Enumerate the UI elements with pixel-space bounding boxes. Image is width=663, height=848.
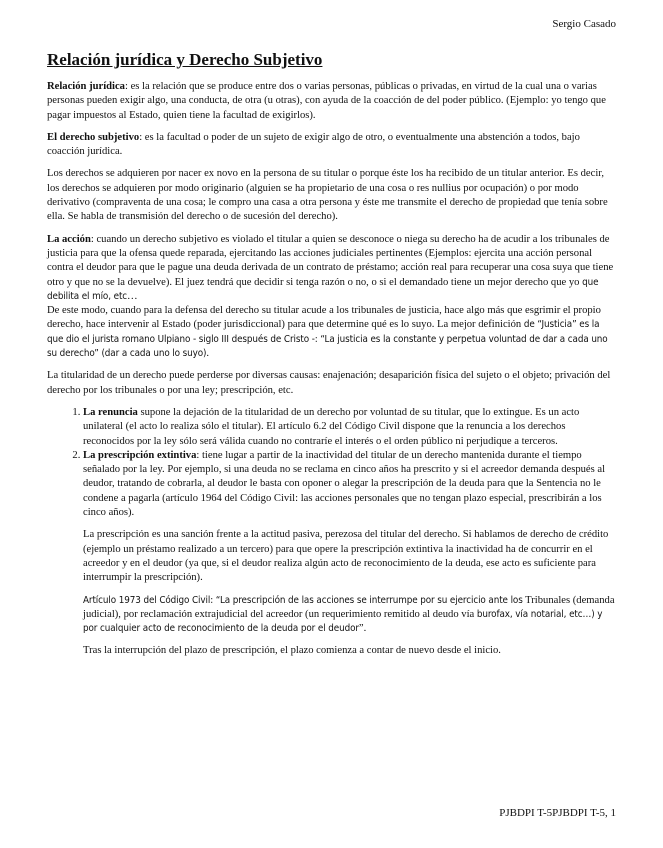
paragraph-titularidad: La titularidad de un derecho puede perderse por diversas causas: enajenación; desaparición física del sujeto o el objeto; privación del derecho por los tribunales o por una ley; prescripción, etc. xyxy=(47,370,611,396)
causes-list xyxy=(47,406,617,659)
paragraph-derecho-subjetivo: El derecho subjetivo: es la facultad o poder de un sujeto de exigir algo de otro, o eventualmente una abstención a todos, bajo coacción jurídica. xyxy=(47,131,580,158)
header-author: Sergio Casado xyxy=(552,18,616,30)
footer-page-ref: PJBDPI T-5PJBDPI T-5, 1 xyxy=(499,807,616,819)
paragraph-relacion-juridica: Relación jurídica: es la relación que se produce entre dos o varias personas, públicas o privadas, en virtud de la cual una o varias personas pueden exigir algo, una conducta, de otra (u otras), con ayuda de la coacción de del poder público. (Ejemplo: yo tengo que pagar impuestos al Estado, quien tiene la facultad de exigirlos). xyxy=(47,81,606,121)
term-prescripcion: La prescripción extintiva xyxy=(83,449,197,461)
ulpiano-quote: de “Justicia” es la que dio el jurista romano Ulpiano - siglo III después de Cristo -: “La justicia es la constante y perpetua voluntad de dar a cada uno su derecho” (dar a cada uno lo suyo) xyxy=(47,319,608,360)
page-title: Relación jurídica y Derecho Subjetivo xyxy=(47,50,323,69)
prescripcion-paragraph-2: La prescripción es una sanción frente a la actitud pasiva, perezosa del titular del derecho. Si hablamos de derecho de crédito (ejemplo un préstamo realizado a un tercero) para que opere la prescripción extintiva la inactividad ha de concurrir en el acreedor y en el deudor (ya que, si el deudor realiza algún acto de reconocimiento de la deuda, ese acto es suficiente para interrumpir la prescripción). xyxy=(83,529,609,584)
term-derecho-subjetivo: El derecho subjetivo xyxy=(47,131,140,143)
list-item-renuncia: 1. La renuncia supone la dejación de la titularidad de un derecho por voluntad de su titular, que lo extingue. Es un acto unilateral (el acto lo realiza sólo el titular). El artículo 6.2 del Código Civil dispone que la renuncia a los derechos reconocidos por la ley sólo será válida cuando no contraríe el interés o el orden público ni perjudique a terceros. xyxy=(83,406,617,449)
prescripcion-paragraph-3: Tras la interrupción del plazo de prescripción, el plazo comienza a contar de nuevo desde el inicio. xyxy=(83,645,501,657)
list-item-prescripcion: 2. La prescripción extintiva: tiene lugar a partir de la inactividad del titular de un derecho mantenida durante el tiempo señalado por la ley. Por ejemplo, si una deuda no se reclama en cinco años ha prescrito y si el acreedor demanda después al deudor, tratando de cobrarla, al deudor le basta con oponer o alegar la prescripción de la deuda para que la Sentencia no le condene a pagarla (artículo 1964 del Código Civil: las acciones personales que no tengan plazo especial, prescribirán a los cinco años). La prescripción es una sanción frente a la actitud pasiva, perezosa del titular del derecho. Si hablamos de derecho de crédito (ejemplo un préstamo realizado a un tercero) para que opere la prescripción extintiva la inactividad ha de concurrir en el acreedor y en el deudor (ya que, si el deudor realiza algún acto de reconocimiento de la deuda, ese acto es suficiente para interrumpir la prescripción). Artículo 1973 del Código Civil: “La prescripción de las acciones se interrumpe por su ejercicio ante los Tribunales (demanda judicial), por reclamación extrajudicial del acreedor (un requerimiento remitido al deudo vía burofax, vía notarial, etc…) y por cualquier acto de reconocimiento de la deuda por el deudor”. Tras la interrupción del plazo de prescripción, el plazo comienza a contar de nuevo desde el inicio. xyxy=(83,449,617,659)
term-renuncia: La renuncia xyxy=(83,406,138,418)
term-relacion-juridica: Relación jurídica xyxy=(47,81,125,92)
paragraph-accion: La acción: cuando un derecho subjetivo es violado el titular a quien se desconoce o niega su derecho ha de acudir a los tribunales de justicia para que la ofensa quede reparada, ejercitando las acciones judiciales pertinentes (Ejemplos: ejercita una acción personal contra el deudor para que le pague una deuda derivada de un contrato de préstamo; acción real para recuperar una cosa suya que tiene otro y que no se la devuelve). El juez tendrá que decidir si tenga razón o no, o si el demandado tiene un mejor derecho que yo que debilita el mío, etc… De este modo, cuando para la defensa del derecho su titular acude a los tribunales de justicia, hace algo más que esgrimir el propio derecho, hace intervenir al Estado (poder jurisdiccional) para que determine qué es lo suyo. La mejor definición de “Justicia” es la que dio el jurista romano Ulpiano - siglo III después de Cristo -: “La justicia es la constante y perpetua voluntad de dar a cada uno su derecho” (dar a cada uno lo suyo). xyxy=(47,233,614,360)
paragraph-adquisicion: Los derechos se adquieren por nacer ex novo en la persona de su titular o porque éste los ha recibido de un titular anterior. Es decir, los derechos se adquieren por modo originario (alguien se ha propietario de una cosa o res nullius por ocupación) o por modo derivativo (compraventa de una cosa; le compro una casa a otra persona y éste me transmite el derecho de propiedad que tenía sobre ella. Se habla de transmisión del derecho o de sucesión del derecho). xyxy=(47,168,608,223)
document-body xyxy=(47,80,617,667)
term-accion: La acción xyxy=(47,233,91,245)
articulo-1973: Artículo 1973 del Código Civil: “La prescripción de las acciones se interrumpe por su ejercicio ante los Tribunales (demanda judicial), por reclamación extrajudicial del acreedor (un requerimiento remitido al deudo vía burofax, vía notarial, etc…) y por cualquier acto de reconocimiento de la deuda por el deudor”. xyxy=(83,594,615,635)
